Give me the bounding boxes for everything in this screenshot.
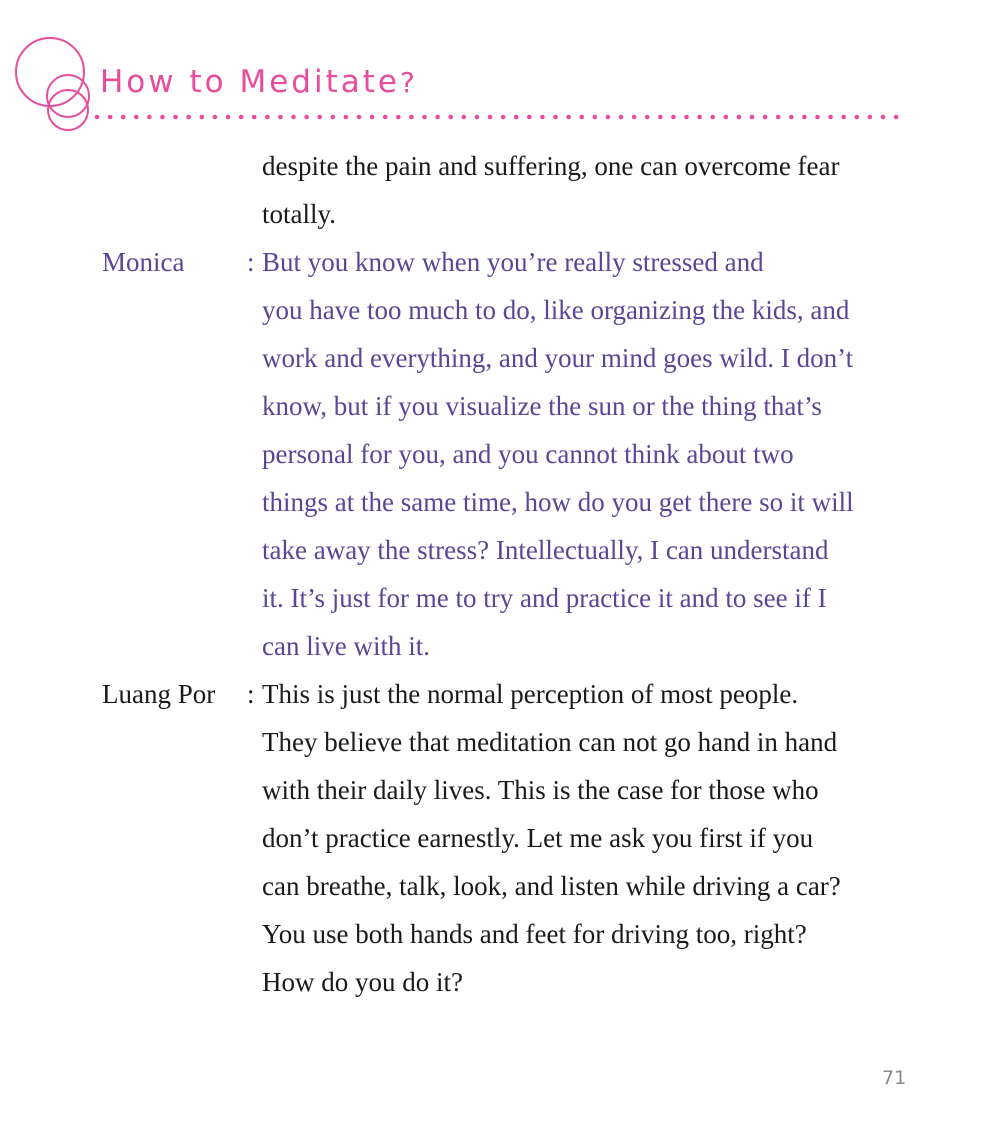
divider-dot — [593, 115, 598, 120]
speaker-name: Luang Por — [102, 679, 216, 709]
dialogue-line — [0, 430, 1000, 478]
divider-dot — [619, 115, 624, 120]
divider-dot — [134, 115, 139, 120]
page-section-title — [100, 64, 415, 100]
divider-dot — [645, 115, 650, 120]
line-text: with their daily lives. This is the case for those who — [262, 775, 819, 805]
dialogue-line — [0, 334, 1000, 382]
divider-dot — [108, 115, 113, 120]
divider-dot — [422, 115, 427, 120]
dialogue-line — [0, 238, 1000, 286]
line-text: work and everything, and your mind goes wild. I don’t — [262, 343, 854, 373]
divider-dot — [710, 115, 715, 120]
dialogue-line — [0, 670, 1000, 718]
divider-dot — [697, 115, 702, 120]
divider-dot — [265, 115, 270, 120]
divider-dot — [291, 115, 296, 120]
decorative-circles-icon — [0, 30, 110, 140]
divider-dot — [278, 115, 283, 120]
divider-dot — [370, 115, 375, 120]
title-text: How to Meditate — [100, 64, 400, 100]
divider-dot — [527, 115, 532, 120]
divider-dot — [448, 115, 453, 120]
divider-dot — [239, 115, 244, 120]
divider-dot — [815, 115, 820, 120]
divider-dot — [147, 115, 152, 120]
divider-dot — [475, 115, 480, 120]
speaker-colon: : — [247, 679, 255, 709]
divider-dot — [855, 115, 860, 120]
divider-dot — [828, 115, 833, 120]
divider-dot — [95, 115, 100, 120]
divider-dot — [658, 115, 663, 120]
line-text: you have too much to do, like organizing the kids, and — [262, 295, 850, 325]
divider-dot — [750, 115, 755, 120]
divider-dot — [540, 115, 545, 120]
divider-dot — [841, 115, 846, 120]
title-question-mark: ? — [399, 66, 415, 99]
page-number: 71 — [882, 1067, 907, 1089]
divider-dot — [213, 115, 218, 120]
divider-dot — [553, 115, 558, 120]
divider-dot — [357, 115, 362, 120]
line-text: But you know when you’re really stressed and — [262, 247, 764, 277]
divider-dot — [121, 115, 126, 120]
speaker-colon: : — [247, 247, 255, 277]
divider-dot — [671, 115, 676, 120]
divider-dot — [514, 115, 519, 120]
speaker-name: Monica — [102, 247, 185, 277]
divider-dot — [173, 115, 178, 120]
line-text: take away the stress? Intellectually, I can understand — [262, 535, 829, 565]
line-text: it. It’s just for me to try and practice it and to see if I — [262, 583, 827, 613]
divider-dot — [409, 115, 414, 120]
dialogue-line — [0, 958, 1000, 1006]
divider-dot — [501, 115, 506, 120]
divider-dot — [566, 115, 571, 120]
line-text: personal for you, and you cannot think about two — [262, 439, 794, 469]
divider-dot — [606, 115, 611, 120]
line-text: know, but if you visualize the sun or the thing that’s — [262, 391, 822, 421]
divider-dot — [881, 115, 886, 120]
divider-dot — [344, 115, 349, 120]
divider-dot — [763, 115, 768, 120]
divider-dot — [317, 115, 322, 120]
divider-dot — [724, 115, 729, 120]
line-text: despite the pain and suffering, one can overcome fear — [262, 151, 840, 181]
divider-dot — [776, 115, 781, 120]
dialogue-line — [0, 478, 1000, 526]
line-text: How do you do it? — [262, 967, 463, 997]
divider-dot — [160, 115, 165, 120]
line-text: don’t practice earnestly. Let me ask you first if you — [262, 823, 814, 853]
dialogue-line — [0, 862, 1000, 910]
line-text: can live with it. — [262, 631, 430, 661]
dialogue-line — [0, 286, 1000, 334]
divider-dot — [396, 115, 401, 120]
dialogue-line — [0, 574, 1000, 622]
divider-dot — [802, 115, 807, 120]
divider-dot — [331, 115, 336, 120]
dialogue-line — [0, 382, 1000, 430]
dialogue-line — [0, 910, 1000, 958]
line-text: They believe that meditation can not go hand in hand — [262, 727, 838, 757]
dialogue-line — [0, 814, 1000, 862]
divider-dot — [579, 115, 584, 120]
dialogue-line — [0, 622, 1000, 670]
divider-dot — [789, 115, 794, 120]
divider-dot — [383, 115, 388, 120]
divider-dot — [462, 115, 467, 120]
dialogue-line — [0, 142, 1000, 190]
divider-dot — [632, 115, 637, 120]
dialogue-line — [0, 718, 1000, 766]
divider-dot — [200, 115, 205, 120]
divider-dot — [894, 115, 899, 120]
divider-dot — [684, 115, 689, 120]
divider-dot — [252, 115, 257, 120]
dialogue-line — [0, 526, 1000, 574]
line-text: things at the same time, how do you get there so it will — [262, 487, 854, 517]
line-text: totally. — [262, 199, 336, 229]
dialogue-line — [0, 190, 1000, 238]
line-text: This is just the normal perception of most people. — [262, 679, 799, 709]
divider-dot — [737, 115, 742, 120]
divider-dot — [488, 115, 493, 120]
divider-dot — [186, 115, 191, 120]
dialogue-body — [0, 142, 1000, 1006]
divider-dot — [226, 115, 231, 120]
divider-dot — [868, 115, 873, 120]
line-text: can breathe, talk, look, and listen while driving a car? — [262, 871, 841, 901]
divider-dot — [304, 115, 309, 120]
dotted-divider — [94, 112, 904, 122]
divider-dot — [435, 115, 440, 120]
dialogue-line — [0, 766, 1000, 814]
line-text: You use both hands and feet for driving too, right? — [262, 919, 807, 949]
